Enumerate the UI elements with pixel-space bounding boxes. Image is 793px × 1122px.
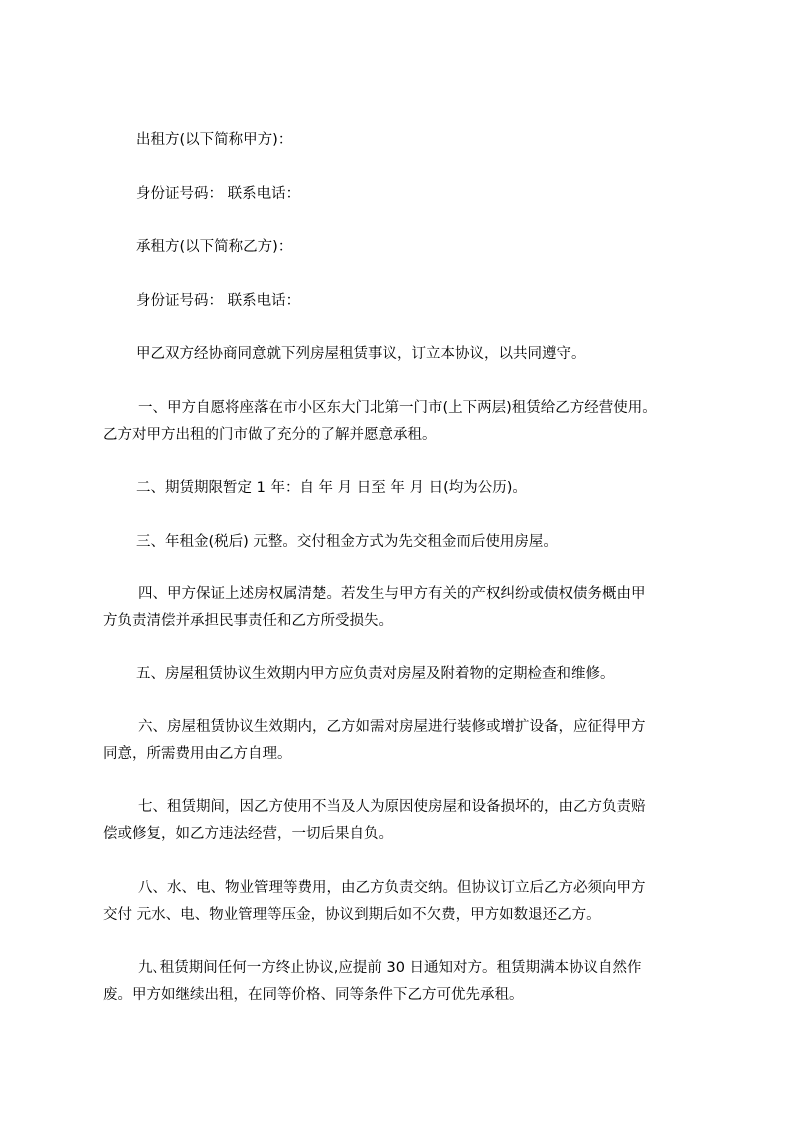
clause-5: 五、房屋租赁协议生效期内甲方应负责对房屋及附着物的定期检查和维修。	[136, 666, 615, 682]
lessee-line: 承租方(以下简称乙方)：	[136, 239, 293, 255]
clause-7-line-2: 偿或修复，如乙方违法经营，一切后果自负。	[103, 826, 393, 842]
lessor-id-phone-line: 身份证号码： 联系电话：	[136, 186, 301, 202]
lessor-line: 出租方(以下简称甲方)：	[136, 132, 293, 148]
clause-6-line-1: 六、房屋租赁协议生效期内，乙方如需对房屋进行装修或增扩设备，应征得甲方	[138, 719, 646, 735]
clause-8-line-2: 交付 元水、电、物业管理等压金，协议到期后如不欠费，甲方如数退还乙方。	[103, 907, 601, 923]
clause-9-line-2: 废。甲方如继续出租，在同等价格、同等条件下乙方可优先承租。	[103, 987, 524, 1003]
clause-8-line-1: 八、水、电、物业管理等费用，由乙方负责交纳。但协议订立后乙方必须向甲方	[138, 880, 646, 896]
clause-6-line-2: 同意，所需费用由乙方自理。	[103, 746, 292, 762]
clause-4-line-2: 方负责清偿并承担民事责任和乙方所受损失。	[103, 613, 393, 629]
clause-3: 三、年租金(税后) 元整。交付租金方式为先交租金而后使用房屋。	[136, 534, 558, 550]
agreement-intro: 甲乙双方经协商同意就下列房屋租赁事议，订立本协议，以共同遵守。	[136, 346, 586, 362]
clause-2: 二、期赁期限暂定 1 年：自 年 月 日至 年 月 日(均为公历)。	[136, 480, 527, 496]
clause-1-line-1: 一、甲方自愿将座落在市小区东大门北第一门市(上下两层)租赁给乙方经营使用。	[138, 400, 657, 416]
clause-1-line-2: 乙方对甲方出租的门市做了充分的了解并愿意承租。	[103, 427, 437, 443]
lessee-id-phone-line: 身份证号码： 联系电话：	[136, 293, 301, 309]
clause-7-line-1: 七、租赁期间，因乙方使用不当及人为原因使房屋和设备损坏的，由乙方负责赔	[138, 799, 646, 815]
clause-9-line-1: 九､租赁期间任何一方终止协议,应提前 30 日通知对方。租赁期满本协议自然作	[138, 960, 642, 976]
clause-4-line-1: 四、甲方保证上述房权属清楚。若发生与甲方有关的产权纠纷或债权债务概由甲	[138, 586, 646, 602]
